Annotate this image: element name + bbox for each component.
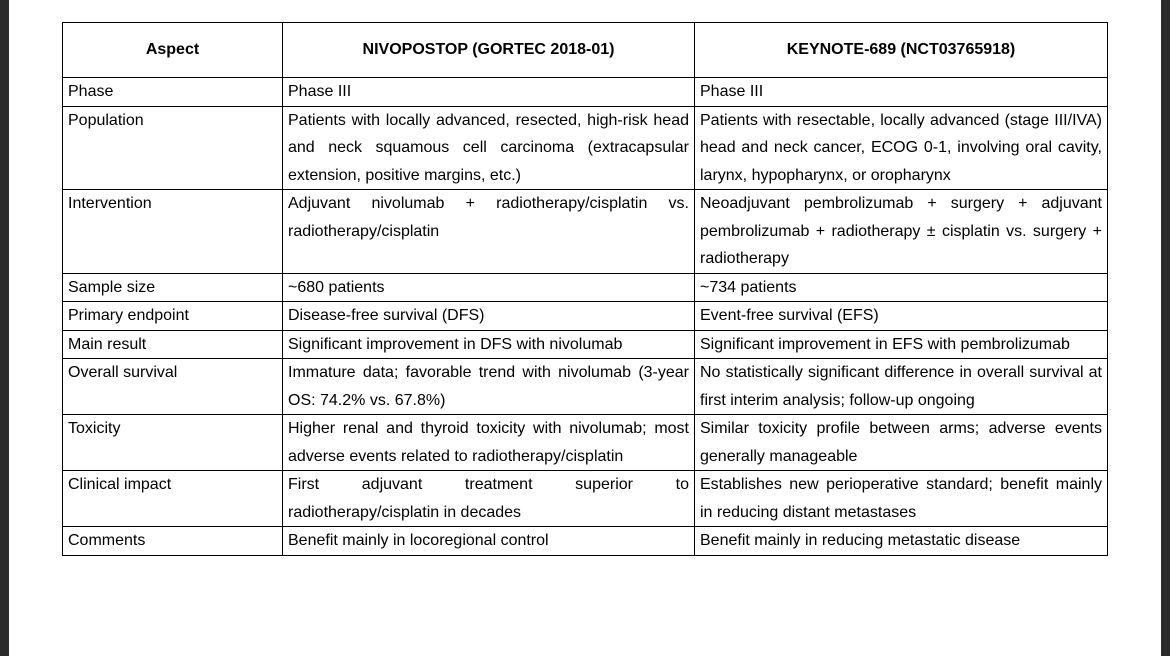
table-row xyxy=(63,330,1108,359)
table-row xyxy=(63,78,1108,107)
comparison-table-container xyxy=(62,22,1108,556)
row-label: Overall survival xyxy=(63,359,283,415)
row-label: Sample size xyxy=(63,273,283,302)
table-row xyxy=(63,471,1108,527)
nivopostop-cell: Higher renal and thyroid toxicity with nivolumab; most adverse events related to radiotherapy/cisplatin xyxy=(283,415,695,471)
row-label: Comments xyxy=(63,527,283,556)
nivopostop-cell: First adjuvant treatment superior to radiotherapy/cisplatin in decades xyxy=(283,471,695,527)
row-label: Toxicity xyxy=(63,415,283,471)
keynote-cell: No statistically significant difference in overall survival at first interim analysis; follow-up ongoing xyxy=(695,359,1108,415)
nivopostop-cell: ~680 patients xyxy=(283,273,695,302)
keynote-cell: Benefit mainly in reducing metastatic disease xyxy=(695,527,1108,556)
header-aspect: Aspect xyxy=(63,23,283,78)
row-label: Intervention xyxy=(63,190,283,274)
table-row xyxy=(63,302,1108,331)
row-label: Phase xyxy=(63,78,283,107)
header-nivopostop: NIVOPOSTOP (GORTEC 2018-01) xyxy=(283,23,695,78)
keynote-cell: Patients with resectable, locally advanced (stage III/IVA) head and neck cancer, ECOG 0-1, involving oral cavity, larynx, hypopharynx, or oropharynx xyxy=(695,106,1108,190)
nivopostop-cell: Significant improvement in DFS with nivolumab xyxy=(283,330,695,359)
nivopostop-cell: Benefit mainly in locoregional control xyxy=(283,527,695,556)
table-row xyxy=(63,415,1108,471)
table-row xyxy=(63,190,1108,274)
keynote-cell: Neoadjuvant pembrolizumab + surgery + adjuvant pembrolizumab + radiotherapy ± cisplatin vs. surgery + radiotherapy xyxy=(695,190,1108,274)
keynote-cell: Significant improvement in EFS with pembrolizumab xyxy=(695,330,1108,359)
keynote-cell: Establishes new perioperative standard; benefit mainly in reducing distant metastases xyxy=(695,471,1108,527)
keynote-cell: ~734 patients xyxy=(695,273,1108,302)
table-row xyxy=(63,359,1108,415)
table-row xyxy=(63,106,1108,190)
keynote-cell: Phase III xyxy=(695,78,1108,107)
nivopostop-cell: Patients with locally advanced, resected, high-risk head and neck squamous cell carcinoma (extracapsular extension, positive margins, etc.) xyxy=(283,106,695,190)
nivopostop-cell: Phase III xyxy=(283,78,695,107)
row-label: Main result xyxy=(63,330,283,359)
keynote-cell: Similar toxicity profile between arms; adverse events generally manageable xyxy=(695,415,1108,471)
keynote-cell: Event-free survival (EFS) xyxy=(695,302,1108,331)
nivopostop-cell: Adjuvant nivolumab + radiotherapy/cisplatin vs. radiotherapy/cisplatin xyxy=(283,190,695,274)
table-row xyxy=(63,273,1108,302)
row-label: Primary endpoint xyxy=(63,302,283,331)
table-row xyxy=(63,527,1108,556)
right-page-edge xyxy=(1161,0,1170,656)
row-label: Population xyxy=(63,106,283,190)
nivopostop-cell: Disease-free survival (DFS) xyxy=(283,302,695,331)
nivopostop-cell: Immature data; favorable trend with nivolumab (3-year OS: 74.2% vs. 67.8%) xyxy=(283,359,695,415)
left-page-edge xyxy=(0,0,9,656)
row-label: Clinical impact xyxy=(63,471,283,527)
header-keynote-689: KEYNOTE-689 (NCT03765918) xyxy=(695,23,1108,78)
comparison-table xyxy=(62,22,1108,556)
table-header-row xyxy=(63,23,1108,78)
